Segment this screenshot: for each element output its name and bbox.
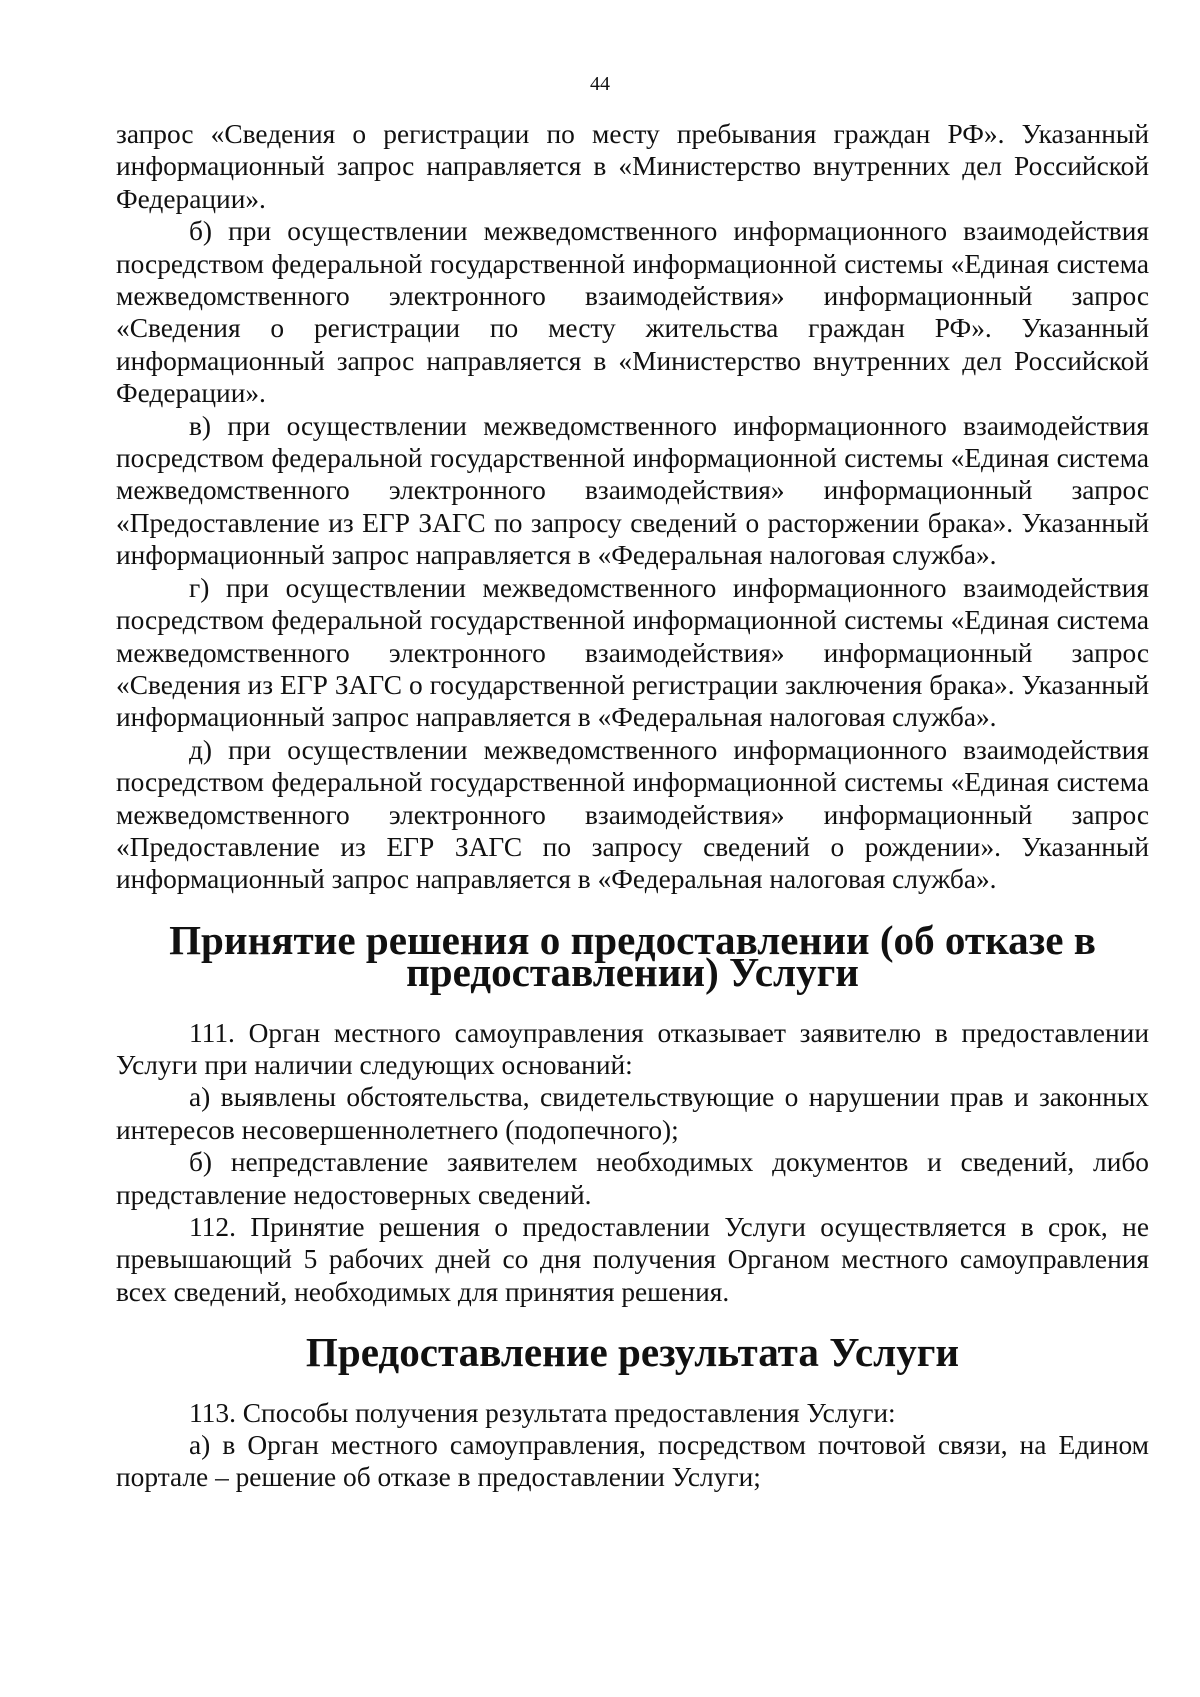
paragraph-continuation: запрос «Сведения о регистрации по месту пребывания граждан РФ». Указанный информационный запрос направляется в «Министерство внутренних дел Российской Федерации».	[116, 119, 1149, 214]
paragraph-item-v: в) при осуществлении межведомственного информационного взаимодействия посредством федеральной государственной информационной системы «Единая система межведомственного электронного взаимодействия» информационный запрос «Предоставление из ЕГР ЗАГС по запросу сведений о расторжении брака». Указанный информационный запрос направляется в «Федеральная налоговая служба».	[116, 410, 1149, 571]
section-heading-result: Предоставление результата Услуги	[305, 1329, 960, 1376]
paragraph-112: 112. Принятие решения о предоставлении Услуги осуществляется в срок, не превышающий 5 рабочих дней со дня получения Органом местного самоуправления всех сведений, необходимых для принятия решения.	[116, 1212, 1149, 1307]
paragraph-item-d: д) при осуществлении межведомственного информационного взаимодействия посредством федеральной государственной информационной системы «Единая система межведомственного электронного взаимодействия» информационный запрос «Предоставление из ЕГР ЗАГС по запросу сведений о рождении». Указанный информационный запрос направляется в «Федеральная налоговая служба».	[116, 734, 1149, 895]
paragraph-111-a: а) выявлены обстоятельства, свидетельствующие о нарушении прав и законных интересов несовершеннолетнего (подопечного);	[116, 1082, 1149, 1145]
paragraph-113-a: а) в Орган местного самоуправления, посредством почтовой связи, на Едином портале – решение об отказе в предоставлении Услуги;	[116, 1430, 1149, 1493]
paragraph-111-b: б) непредставление заявителем необходимых документов и сведений, либо представление недостоверных сведений.	[116, 1147, 1149, 1210]
section-heading-decision: Принятие решения о предоставлении (об отказе в предоставлении) Услуги	[169, 916, 1096, 996]
paragraph-item-g: г) при осуществлении межведомственного информационного взаимодействия посредством федеральной государственной информационной системы «Единая система межведомственного электронного взаимодействия» информационный запрос «Сведения из ЕГР ЗАГС о государственной регистрации заключения брака». Указанный информационный запрос направляется в «Федеральная налоговая служба».	[116, 572, 1149, 733]
paragraph-111: 111. Орган местного самоуправления отказывает заявителю в предоставлении Услуги при наличии следующих оснований:	[116, 1017, 1149, 1080]
page-number: 44	[590, 73, 610, 95]
document-body	[116, 118, 1149, 1494]
paragraph-item-b: б) при осуществлении межведомственного информационного взаимодействия посредством федеральной государственной информационной системы «Единая система межведомственного электронного взаимодействия» информационный запрос «Сведения о регистрации по месту жительства граждан РФ». Указанный информационный запрос направляется в «Министерство внутренних дел Российской Федерации».	[116, 216, 1149, 409]
paragraph-113: 113. Способы получения результата предоставления Услуги:	[189, 1397, 896, 1428]
